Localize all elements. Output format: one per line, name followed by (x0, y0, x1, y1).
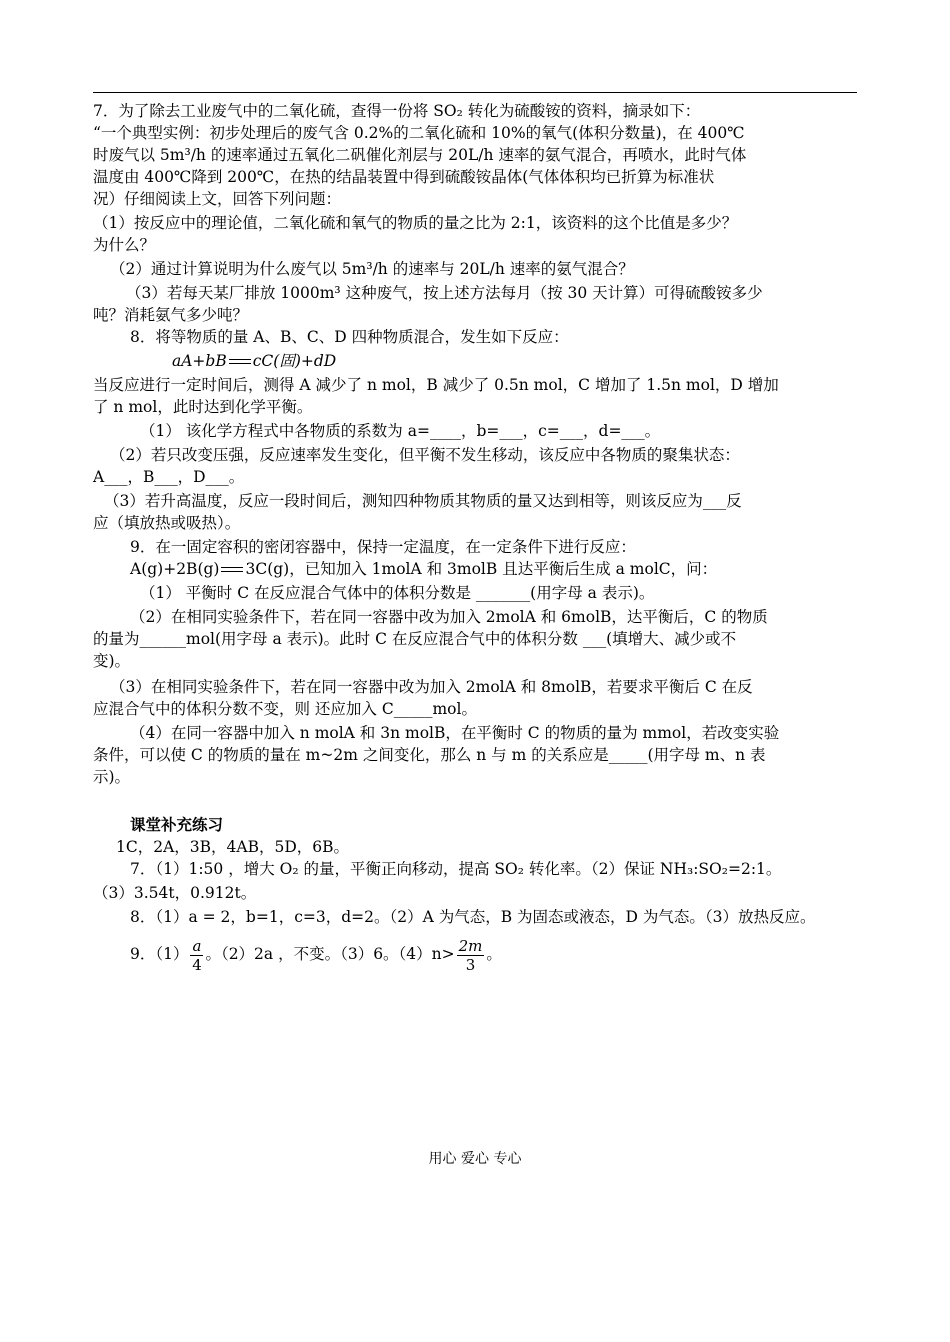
q7-part-3: （3）若每天某厂排放 1000m³ 这种废气，按上述方法每月（按 30 天计算）可得硫酸铵多少 (126, 284, 763, 302)
q8-text-line-1: 当反应进行一定时间后，测得 A 减少了 n mol，B 减少了 0.5n mol，C 增加了 1.5n mol，D 增加 (93, 376, 779, 394)
q9-equation (130, 558, 717, 580)
fraction-denominator: 3 (465, 955, 476, 974)
q7-part-1: （1）按反应中的理论值，二氧化硫和氧气的物质的量之比为 2:1，该资料的这个比值是多少？ (93, 214, 738, 232)
q9-equation-right: 3C(g)，已知加入 1molA 和 3molB 且达平衡后生成 a molC，问： (245, 560, 718, 578)
q9-part-4-cont: 条件，可以使 C 的物质的量在 m~2m 之间变化，那么 n 与 m 的关系应是_____(用字母 m、n 表 (93, 746, 766, 764)
page-footer: 用心 爱心 专心 (428, 1151, 522, 1167)
answer-9 (130, 934, 502, 974)
answer-8: 8．（1）a = 2，b=1，c=3，d=2。（2）A 为气态，B 为固态或液态，D 为气态。（3）放热反应。 (130, 908, 816, 926)
q7-text-line-5: 况）仔细阅读上文，回答下列问题： (93, 190, 342, 208)
q9-part-3-cont: 应混合气中的体积分数不变，则 还应加入 C_____mol。 (93, 700, 477, 718)
q8-part-3-cont: 应（填放热或吸热）。 (93, 514, 241, 532)
fraction-numerator: a (192, 936, 202, 955)
q9-part-3: （3）在相同实验条件下，若在同一容器中改为加入 2molA 和 8molB，若要求平衡后 C 在反 (110, 678, 753, 696)
equilibrium-arrow-icon (221, 566, 243, 574)
fraction-numerator: 2m (458, 936, 483, 955)
q9-part-2-end: 变)。 (93, 652, 131, 670)
q7-text-line-3: 时废气以 5m³/h 的速率通过五氧化二矾催化剂层与 20L/h 速率的氨气混合，再喷水，此时气体 (93, 146, 747, 164)
q9-part-4: （4）在同一容器中加入 n molA 和 3n molB，在平衡时 C 的物质的量为 mmol，若改变实验 (130, 724, 780, 742)
q7-part-3-cont: 吨？消耗氨气多少吨？ (93, 306, 249, 324)
fraction-2m-over-3 (457, 937, 485, 974)
answer-7-cont: （3）3.54t，0.912t。 (93, 884, 257, 902)
header-rule (93, 92, 857, 93)
q7-part-1-cont: 为什么？ (93, 236, 156, 254)
q7-part-2: （2）通过计算说明为什么废气以 5m³/h 的速率与 20L/h 速率的氨气混合？ (110, 260, 634, 278)
answer-9-prefix: 9．（1） (130, 945, 189, 963)
q7-text-line-2: “一个典型实例：初步处理后的废气含 0.2%的二氧化硫和 10%的氧气(体积分数量)，在 400℃ (93, 124, 745, 142)
q8-part-2: （2）若只改变压强，反应速率发生变化，但平衡不发生移动，该反应中各物质的聚集状态： (110, 446, 740, 464)
q8-equation-right: cC(固)+dD (252, 352, 337, 370)
q7-intro: 7．为了除去工业废气中的二氧化硫，查得一份将 SO₂ 转化为硫酸铵的资料，摘录如下： (93, 102, 701, 120)
answer-7: 7．（1）1:50 ，增大 O₂ 的量，平衡正向移动，提高 SO₂ 转化率。（2）保证 NH₃:SO₂=2:1。 (130, 860, 782, 878)
q9-part-1: （1） 平衡时 C 在反应混合气体中的体积分数是 _______(用字母 a 表示)。 (140, 584, 655, 602)
q8-part-3: （3）若升高温度，反应一段时间后，测知四种物质其物质的量又达到相等，则该反应为___反 (104, 492, 742, 510)
q9-equation-left: A(g)+2B(g) (130, 560, 220, 578)
q9-part-4-end: 示)。 (93, 768, 131, 786)
q8-part-1: （1） 该化学方程式中各物质的系数为 a=____，b=___，c=___，d=___。 (140, 422, 661, 440)
equilibrium-arrow-icon (229, 358, 251, 366)
answer-9-suffix: 。 (486, 945, 502, 963)
answers-1-6: 1C，2A，3B，4AB，5D，6B。 (116, 838, 350, 856)
q8-text-line-2: 了 n mol，此时达到化学平衡。 (93, 398, 313, 416)
q9-part-2-cont: 的量为______mol(用字母 a 表示)。此时 C 在反应混合气中的体积分数 ___(填增大、减少或不 (93, 630, 737, 648)
q8-intro: 8．将等物质的量 A、B、C、D 四种物质混合，发生如下反应： (130, 328, 569, 346)
fraction-a-over-4 (190, 937, 203, 974)
q8-part-2-cont: A___，B___，D___。 (93, 468, 245, 486)
q7-text-line-4: 温度由 400℃降到 200℃，在热的结晶装置中得到硫酸铵晶体(气体体积均已折算为标准状 (93, 168, 715, 186)
q9-part-2: （2）在相同实验条件下，若在同一容器中改为加入 2molA 和 6molB，达平衡后，C 的物质 (130, 608, 768, 626)
q8-equation (172, 350, 336, 372)
fraction-denominator: 4 (192, 955, 202, 974)
q8-equation-left: aA+bB (172, 352, 227, 370)
q9-intro: 9．在一固定容积的密闭容器中，保持一定温度，在一定条件下进行反应： (130, 538, 636, 556)
answer-9-mid: 。（2）2a ，不变。（3）6。（4）n> (205, 945, 455, 963)
section-heading: 课堂补充练习 (130, 815, 224, 834)
